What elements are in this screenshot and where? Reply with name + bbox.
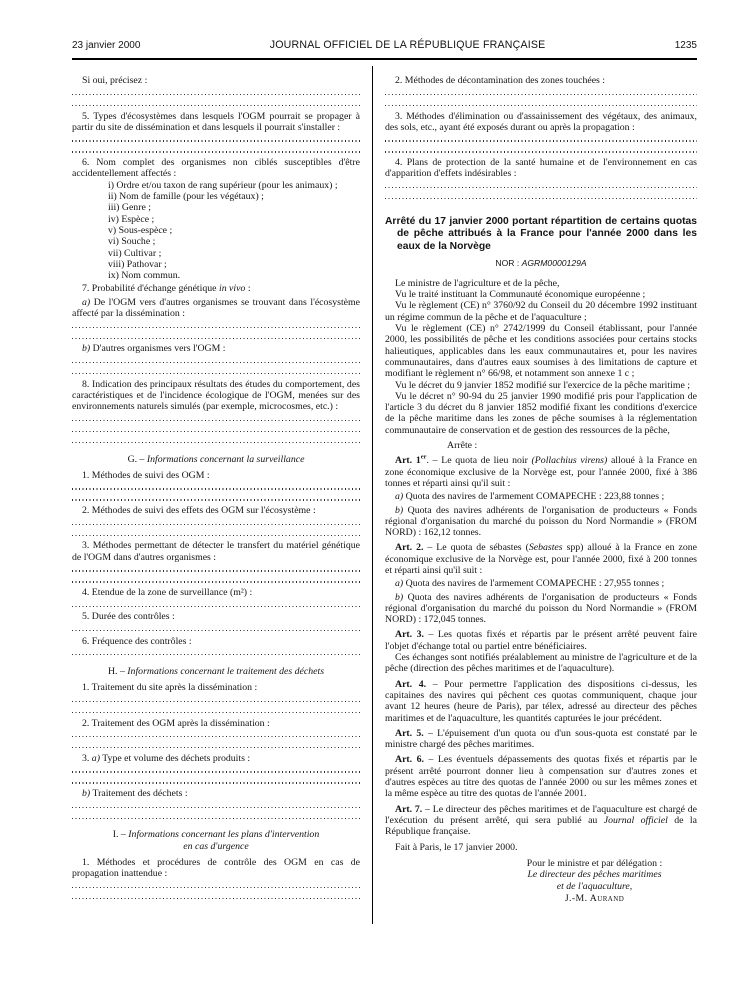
article-2-paragraph: Art. 2. – Le quota de sébastes (Sebastes spp) alloué à la France en zone économique exclusive de la Norvège est, pour l'année 2000, fixé à 200 tonnes et réparti ainsi qu'il suit :	[385, 542, 697, 576]
form-question-5: 5. Types d'écosystèmes dans lesquels l'OGM pourrait se propager à partir du site de dissémination et dans lesquels il pourrait s'installer :	[72, 110, 360, 133]
signature-name: J.-M. Aurand	[564, 892, 625, 904]
dotted-line	[72, 647, 360, 658]
dotted-line	[72, 623, 360, 634]
form-list-item: vii) Cultivar ;	[108, 247, 162, 259]
article-2b-paragraph: b) Quota des navires adhérents de l'organisation de producteurs « Fonds régional d'organisation du marché du poisson du Nord Normandie » (FROM NORD) : 172,045 tonnes.	[385, 591, 697, 626]
dotted-line	[72, 144, 360, 155]
article-2a-paragraph: a) Quota des navires de l'armement COMAPECHE : 27,955 tonnes ;	[395, 578, 665, 590]
form-question-6: 6. Nom complet des organismes non ciblés susceptibles d'être accidentellement affectés :	[72, 157, 360, 180]
form-question-7b: b) D'autres organismes vers l'OGM :	[82, 343, 226, 355]
dotted-line	[385, 133, 697, 144]
dotted-line	[72, 98, 360, 109]
dotted-line	[72, 729, 360, 740]
form-question-7: 7. Probabilité d'échange génétique in vivo :	[82, 283, 251, 295]
form-question-7a: a) De l'OGM vers d'autres organismes se trouvant dans l'écosystème affecté par la dissémination :	[72, 296, 360, 320]
article-3-continuation: Ces échanges sont notifiés préalablement au ministre de l'agriculture et de la pêche (direction des pêches maritimes et de l'aquaculture).	[385, 652, 697, 675]
dotted-line	[72, 424, 360, 435]
dotted-line	[72, 413, 360, 424]
signature-role-line: Le directeur des pêches maritimes	[527, 869, 662, 881]
column-right	[385, 75, 697, 904]
form-question-g6: 6. Fréquence des contrôles :	[82, 635, 192, 647]
arrete-line: Arrête :	[447, 440, 478, 452]
form-question-g5: 5. Durée des contrôles :	[82, 611, 175, 623]
form-question-h1: 1. Traitement du site après la dissémination :	[82, 682, 258, 694]
dotted-line	[385, 144, 697, 155]
signature-block	[492, 858, 697, 904]
dotted-line	[72, 516, 360, 527]
form-list-item: viii) Pathovar ;	[108, 258, 167, 270]
dotted-line	[72, 481, 360, 492]
form-question-r4: 4. Plans de protection de la santé humaine et de l'environnement en cas d'apparition d'effets indésirables :	[385, 157, 697, 180]
form-question-h2: 2. Traitement des OGM après la dissémination :	[82, 717, 270, 729]
dotted-line	[72, 319, 360, 330]
form-question-i1: 1. Méthodes et procédures de contrôle des OGM en cas de propagation inattendue :	[72, 856, 360, 880]
signature-role-line2: et de l'aquaculture,	[556, 881, 633, 892]
form-question-g1: 1. Méthodes de suivi des OGM :	[82, 469, 210, 481]
form-list-item: iv) Espèce ;	[108, 213, 155, 225]
dotted-line	[72, 366, 360, 377]
page-header	[72, 40, 697, 51]
form-question-g4: 4. Etendue de la zone de surveillance (m²) :	[82, 587, 253, 599]
article-1a-paragraph: a) Quota des navires de l'armement COMAPECHE : 223,88 tonnes ;	[395, 491, 665, 503]
article-1b-paragraph: b) Quota des navires adhérents de l'organisation de producteurs « Fonds régional d'organisation du marché du poisson du Nord Normandie » (FROM NORD) : 162,12 tonnes.	[385, 504, 697, 539]
content-columns	[72, 75, 697, 904]
dotted-line	[72, 764, 360, 775]
visa-paragraph: Vu le traité instituant la Communauté économique européenne ;	[395, 289, 646, 301]
dotted-line	[72, 810, 360, 821]
form-question-h3b: b) Traitement des déchets :	[82, 788, 188, 800]
dotted-line	[385, 98, 697, 109]
article-3-paragraph: Art. 3. – Les quotas fixés et répartis par le présent arrêté peuvent faire l'objet d'échange total ou partiel entre bénéficiaires.	[385, 629, 697, 652]
dotted-line	[385, 87, 697, 98]
dotted-line	[72, 574, 360, 585]
dotted-line	[72, 87, 360, 98]
taxonomy-list	[108, 180, 360, 282]
dotted-line	[72, 598, 360, 609]
article-6-paragraph: Art. 6. – Les éventuels dépassements des quotas fixés et répartis par le présent arrêté pourront donner lieu à compensation sur d'autres zones et d'autres espèces au titre des quotas de l'année 2000 ou sur les mêmes zones et la même espèce au titre des quotas de l'année 2001.	[385, 754, 697, 800]
dotted-line	[72, 740, 360, 751]
form-list-item: ix) Nom commun.	[108, 270, 181, 282]
visa-paragraph: Vu le règlement (CE) n° 3760/92 du Conseil du 20 décembre 1992 instituant un régime commun de la pêche et de l'aquaculture ;	[385, 300, 697, 323]
dotted-line	[72, 330, 360, 341]
form-question-g3: 3. Méthodes permettant de détecter le transfert du matériel génétique de l'OGM dans d'autres organismes :	[72, 540, 360, 563]
dotted-line	[72, 705, 360, 716]
dotted-line	[72, 694, 360, 705]
article-5-paragraph: Art. 5. – L'épuisement d'un quota ou d'un sous-quota est constaté par le ministre chargé des pêches maritimes.	[385, 727, 697, 751]
header-rule	[72, 58, 697, 60]
superscript-er: er	[420, 454, 427, 462]
dotted-line	[72, 492, 360, 503]
page-number: 1235	[674, 40, 697, 51]
dotted-line	[72, 133, 360, 144]
dotted-line	[72, 435, 360, 446]
visa-paragraph: Vu le décret du 9 janvier 1852 modifié sur l'exercice de la pêche maritime ;	[395, 379, 690, 391]
dotted-line	[72, 880, 360, 891]
form-list-item: iii) Genre ;	[108, 202, 151, 214]
form-question-r3: 3. Méthodes d'élimination ou d'assainissement des végétaux, des animaux, des sols, etc., ayant été exposés durant ou après la propagation :	[385, 110, 697, 133]
column-divider	[372, 66, 373, 924]
dotted-line	[72, 355, 360, 366]
dotted-line	[72, 563, 360, 574]
dotted-line	[385, 180, 697, 191]
form-list-item: vi) Souche ;	[108, 236, 156, 248]
form-question-8: 8. Indication des principaux résultats des études du comportement, des caractéristiques et de l'incidence écologique de l'OGM, menées sur des environnements naturels simulés (par exemple, microcosmes, etc.) :	[72, 378, 360, 413]
column-left	[72, 75, 360, 904]
decree-title: Arrêté du 17 janvier 2000 portant répartition de certains quotas de pêche attribués à la France pour l'année 2000 dans les eaux de la Norvège	[385, 215, 697, 252]
journal-title: JOURNAL OFFICIEL DE LA RÉPUBLIQUE FRANÇAISE	[269, 39, 546, 51]
form-list-item: v) Sous-espèce ;	[108, 224, 173, 236]
section-heading-g: G. – Informations concernant la surveillance	[127, 453, 305, 465]
header-date: 23 janvier 2000	[72, 40, 141, 51]
section-heading-h: H. – Informations concernant le traitement des déchets	[107, 665, 325, 677]
nor-label: NOR :	[495, 257, 522, 268]
dotted-line	[72, 799, 360, 810]
signature-delegation-line: Pour le ministre et par délégation :	[526, 857, 663, 869]
form-question-si-oui: Si oui, précisez :	[82, 75, 148, 87]
section-heading-i: I. – Informations concernant les plans d'intervention en cas d'urgence	[112, 829, 320, 852]
fait-a-paris-line: Fait à Paris, le 17 janvier 2000.	[395, 841, 518, 853]
visa-paragraph: Vu le règlement (CE) n° 2742/1999 du Conseil établissant, pour l'année 2000, les possibilités de pêche et les conditions associées pour certains stocks halieutiques, applicables dans les eaux communautaires et, pour les navires communautaires, dans d'autres eaux soumises à des limitations de capture et modifiant le règlement n° 66/98, et notamment son annexe 1 c ;	[385, 323, 697, 380]
article-4-paragraph: Art. 4. – Pour permettre l'application des dispositions ci-dessus, les capitaines des navires qui pêchent ces quotas communiquent, chaque jour avant 12 heures (heure de Paris), par télex, adressé au directeur des pêches maritimes et de l'aquaculture, les quantités capturées le jour précédent.	[385, 678, 697, 724]
article-1-paragraph: Art. 1er. – Le quota de lieu noir (Pollachius virens) alloué à la France en zone économique exclusive de la Norvège est, pour l'année 2000, fixé à 386 tonnes et réparti ainsi qu'il suit :	[385, 454, 697, 489]
visa-paragraph: Vu le décret n° 90-94 du 25 janvier 1990 modifié pris pour l'application de l'article 3 du décret du 8 janvier 1852 modifié fixant les conditions d'exercice de la pêche maritime dans les zones de pêche soumises à la réglementation communautaire de conservation et de gestion des ressources de la pêche,	[385, 390, 697, 436]
form-question-r2: 2. Méthodes de décontamination des zones touchées :	[395, 75, 606, 87]
nor-code: AGRM0000129A	[521, 257, 587, 268]
article-7-paragraph: Art. 7. – Le directeur des pêches maritimes et de l'aquaculture est chargé de l'exécution du présent arrêté, qui sera publié au Journal officiel de la République française.	[385, 803, 697, 838]
form-question-h3a: 3. a) Type et volume des déchets produits :	[82, 752, 251, 764]
form-list-item: i) Ordre et/ou taxon de rang supérieur (pour les animaux) ;	[108, 179, 338, 191]
dotted-line	[385, 191, 697, 202]
minister-line: Le ministre de l'agriculture et de la pêche,	[395, 277, 560, 289]
nor-line	[385, 258, 697, 269]
form-question-g2: 2. Méthodes de suivi des effets des OGM sur l'écosystème :	[82, 505, 316, 517]
dotted-line	[72, 775, 360, 786]
form-list-item: ii) Nom de famille (pour les végétaux) ;	[108, 191, 264, 203]
dotted-line	[72, 527, 360, 538]
dotted-line	[72, 891, 360, 902]
